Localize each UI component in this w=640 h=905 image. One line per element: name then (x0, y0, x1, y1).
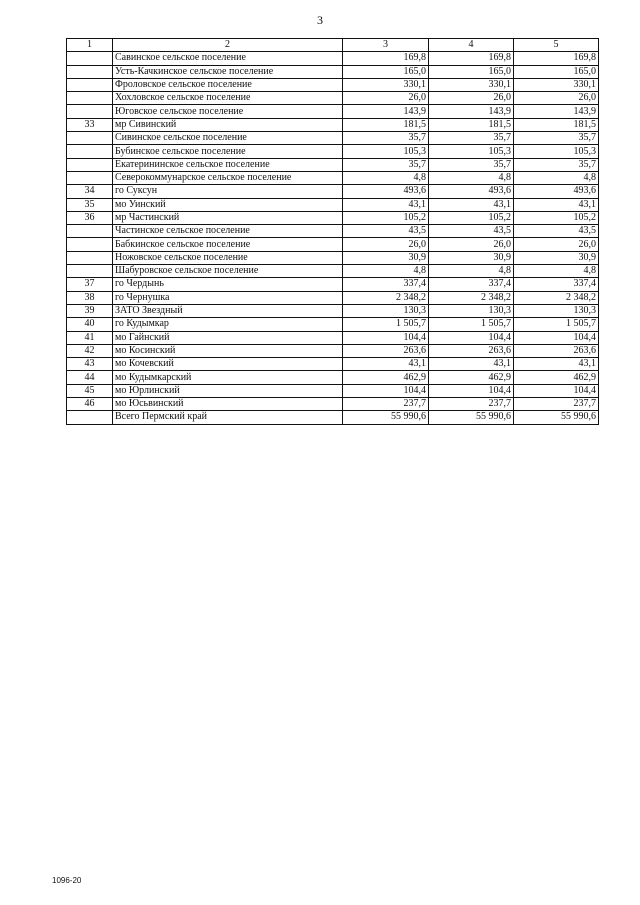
table-row (67, 225, 599, 238)
value-col5-cell: 43,1 (514, 198, 599, 211)
table-row (67, 384, 599, 397)
value-col3-cell: 26,0 (343, 238, 429, 251)
value-col3-cell: 105,2 (343, 211, 429, 224)
value-col4-cell: 1 505,7 (429, 318, 514, 331)
value-col4-cell: 43,1 (429, 198, 514, 211)
row-number-cell (67, 52, 113, 65)
municipality-name-cell: мо Кудымкарский (113, 371, 343, 384)
row-number-cell: 41 (67, 331, 113, 344)
table-row (67, 304, 599, 317)
table-row (67, 291, 599, 304)
row-number-cell: 45 (67, 384, 113, 397)
column-header-1: 1 (67, 39, 113, 52)
value-col4-cell: 263,6 (429, 344, 514, 357)
row-number-cell: 46 (67, 398, 113, 411)
value-col3-cell: 35,7 (343, 132, 429, 145)
row-number-cell (67, 225, 113, 238)
value-col4-cell: 35,7 (429, 132, 514, 145)
column-header-3: 3 (343, 39, 429, 52)
value-col3-cell: 35,7 (343, 158, 429, 171)
value-col3-cell: 237,7 (343, 398, 429, 411)
value-col5-cell: 4,8 (514, 265, 599, 278)
value-col3-cell: 4,8 (343, 171, 429, 184)
municipality-name-cell: Юговское сельское поселение (113, 105, 343, 118)
row-number-cell: 35 (67, 198, 113, 211)
value-col5-cell: 105,3 (514, 145, 599, 158)
municipality-name-cell: мо Юсьвинский (113, 398, 343, 411)
table-row (67, 105, 599, 118)
row-number-cell (67, 171, 113, 184)
table-row (67, 251, 599, 264)
row-number-cell (67, 251, 113, 264)
municipality-name-cell: Северокоммунарское сельское поселение (113, 171, 343, 184)
row-number-cell: 33 (67, 118, 113, 131)
table-row (67, 411, 599, 424)
table-row (67, 211, 599, 224)
value-col5-cell: 493,6 (514, 185, 599, 198)
value-col5-cell: 26,0 (514, 92, 599, 105)
table-body (67, 52, 599, 424)
value-col5-cell: 104,4 (514, 384, 599, 397)
row-number-cell (67, 105, 113, 118)
column-header-5: 5 (514, 39, 599, 52)
municipality-name-cell: мо Уинский (113, 198, 343, 211)
table-row (67, 65, 599, 78)
document-code: 1096-20 (52, 876, 82, 885)
value-col3-cell: 104,4 (343, 384, 429, 397)
value-col4-cell: 165,0 (429, 65, 514, 78)
municipality-name-cell: го Суксун (113, 185, 343, 198)
value-col3-cell: 143,9 (343, 105, 429, 118)
row-number-cell: 37 (67, 278, 113, 291)
municipality-name-cell: Фроловское сельское поселение (113, 78, 343, 91)
value-col4-cell: 237,7 (429, 398, 514, 411)
municipality-name-cell: мр Частинский (113, 211, 343, 224)
table-row (67, 118, 599, 131)
value-col5-cell: 43,5 (514, 225, 599, 238)
table-row (67, 198, 599, 211)
data-table (66, 38, 599, 425)
municipality-name-cell: Усть-Качкинское сельское поселение (113, 65, 343, 78)
value-col4-cell: 104,4 (429, 384, 514, 397)
column-header-4: 4 (429, 39, 514, 52)
value-col5-cell: 330,1 (514, 78, 599, 91)
value-col3-cell: 55 990,6 (343, 411, 429, 424)
municipality-name-cell: Бубинское сельское поселение (113, 145, 343, 158)
value-col3-cell: 493,6 (343, 185, 429, 198)
municipality-name-cell: Савинское сельское поселение (113, 52, 343, 65)
value-col5-cell: 1 505,7 (514, 318, 599, 331)
municipality-name-cell: Частинское сельское поселение (113, 225, 343, 238)
table-row (67, 171, 599, 184)
value-col4-cell: 493,6 (429, 185, 514, 198)
value-col4-cell: 35,7 (429, 158, 514, 171)
row-number-cell: 43 (67, 358, 113, 371)
row-number-cell (67, 78, 113, 91)
value-col4-cell: 104,4 (429, 331, 514, 344)
value-col4-cell: 2 348,2 (429, 291, 514, 304)
value-col3-cell: 130,3 (343, 304, 429, 317)
value-col5-cell: 263,6 (514, 344, 599, 357)
table-header-row (67, 39, 599, 52)
value-col5-cell: 104,4 (514, 331, 599, 344)
table-row (67, 398, 599, 411)
row-number-cell: 42 (67, 344, 113, 357)
table-row (67, 185, 599, 198)
row-number-cell (67, 265, 113, 278)
value-col3-cell: 105,3 (343, 145, 429, 158)
value-col4-cell: 4,8 (429, 171, 514, 184)
row-number-cell (67, 411, 113, 424)
table-row (67, 318, 599, 331)
row-number-cell: 44 (67, 371, 113, 384)
value-col4-cell: 143,9 (429, 105, 514, 118)
value-col5-cell: 462,9 (514, 371, 599, 384)
value-col3-cell: 462,9 (343, 371, 429, 384)
row-number-cell (67, 145, 113, 158)
municipality-name-cell: Ножовское сельское поселение (113, 251, 343, 264)
value-col5-cell: 181,5 (514, 118, 599, 131)
value-col3-cell: 181,5 (343, 118, 429, 131)
row-number-cell: 34 (67, 185, 113, 198)
value-col5-cell: 43,1 (514, 358, 599, 371)
row-number-cell (67, 92, 113, 105)
value-col4-cell: 55 990,6 (429, 411, 514, 424)
value-col3-cell: 30,9 (343, 251, 429, 264)
value-col5-cell: 143,9 (514, 105, 599, 118)
row-number-cell: 36 (67, 211, 113, 224)
value-col3-cell: 43,5 (343, 225, 429, 238)
value-col4-cell: 130,3 (429, 304, 514, 317)
row-number-cell (67, 158, 113, 171)
row-number-cell (67, 65, 113, 78)
value-col3-cell: 330,1 (343, 78, 429, 91)
table-row (67, 145, 599, 158)
table-row (67, 78, 599, 91)
municipality-name-cell: Екатерининское сельское поселение (113, 158, 343, 171)
municipality-name-cell: мр Сивинский (113, 118, 343, 131)
municipality-name-cell: мо Гайнский (113, 331, 343, 344)
value-col5-cell: 237,7 (514, 398, 599, 411)
value-col3-cell: 4,8 (343, 265, 429, 278)
value-col5-cell: 2 348,2 (514, 291, 599, 304)
value-col3-cell: 104,4 (343, 331, 429, 344)
row-number-cell (67, 238, 113, 251)
value-col5-cell: 35,7 (514, 132, 599, 145)
value-col4-cell: 26,0 (429, 238, 514, 251)
column-header-2: 2 (113, 39, 343, 52)
municipality-name-cell: Сивинское сельское поселение (113, 132, 343, 145)
value-col4-cell: 330,1 (429, 78, 514, 91)
municipality-name-cell: мо Косинский (113, 344, 343, 357)
value-col3-cell: 337,4 (343, 278, 429, 291)
value-col3-cell: 169,8 (343, 52, 429, 65)
value-col4-cell: 169,8 (429, 52, 514, 65)
value-col4-cell: 337,4 (429, 278, 514, 291)
table-row (67, 371, 599, 384)
value-col3-cell: 43,1 (343, 358, 429, 371)
value-col4-cell: 181,5 (429, 118, 514, 131)
municipality-name-cell: го Чердынь (113, 278, 343, 291)
value-col3-cell: 43,1 (343, 198, 429, 211)
value-col5-cell: 105,2 (514, 211, 599, 224)
table-row (67, 52, 599, 65)
table-row (67, 278, 599, 291)
table-row (67, 132, 599, 145)
municipality-name-cell: Шабуровское сельское поселение (113, 265, 343, 278)
value-col5-cell: 165,0 (514, 65, 599, 78)
value-col5-cell: 26,0 (514, 238, 599, 251)
value-col4-cell: 43,5 (429, 225, 514, 238)
value-col4-cell: 462,9 (429, 371, 514, 384)
value-col3-cell: 165,0 (343, 65, 429, 78)
row-number-cell (67, 132, 113, 145)
value-col4-cell: 4,8 (429, 265, 514, 278)
row-number-cell: 39 (67, 304, 113, 317)
value-col4-cell: 43,1 (429, 358, 514, 371)
table-row (67, 344, 599, 357)
value-col3-cell: 1 505,7 (343, 318, 429, 331)
value-col4-cell: 105,3 (429, 145, 514, 158)
municipality-name-cell: Всего Пермский край (113, 411, 343, 424)
table-row (67, 358, 599, 371)
municipality-name-cell: го Чернушка (113, 291, 343, 304)
value-col5-cell: 35,7 (514, 158, 599, 171)
value-col5-cell: 55 990,6 (514, 411, 599, 424)
value-col4-cell: 105,2 (429, 211, 514, 224)
municipality-name-cell: мо Юрлинский (113, 384, 343, 397)
table-row (67, 92, 599, 105)
municipality-name-cell: Хохловское сельское поселение (113, 92, 343, 105)
value-col3-cell: 2 348,2 (343, 291, 429, 304)
value-col5-cell: 337,4 (514, 278, 599, 291)
municipality-name-cell: Бабкинское сельское поселение (113, 238, 343, 251)
value-col4-cell: 30,9 (429, 251, 514, 264)
value-col3-cell: 263,6 (343, 344, 429, 357)
value-col5-cell: 4,8 (514, 171, 599, 184)
municipality-name-cell: мо Кочевский (113, 358, 343, 371)
page-number: 3 (317, 13, 323, 27)
table-row (67, 265, 599, 278)
value-col5-cell: 169,8 (514, 52, 599, 65)
value-col3-cell: 26,0 (343, 92, 429, 105)
value-col5-cell: 130,3 (514, 304, 599, 317)
municipality-name-cell: го Кудымкар (113, 318, 343, 331)
table-row (67, 331, 599, 344)
value-col5-cell: 30,9 (514, 251, 599, 264)
table-row (67, 238, 599, 251)
value-col4-cell: 26,0 (429, 92, 514, 105)
row-number-cell: 38 (67, 291, 113, 304)
row-number-cell: 40 (67, 318, 113, 331)
municipality-name-cell: ЗАТО Звездный (113, 304, 343, 317)
table-row (67, 158, 599, 171)
